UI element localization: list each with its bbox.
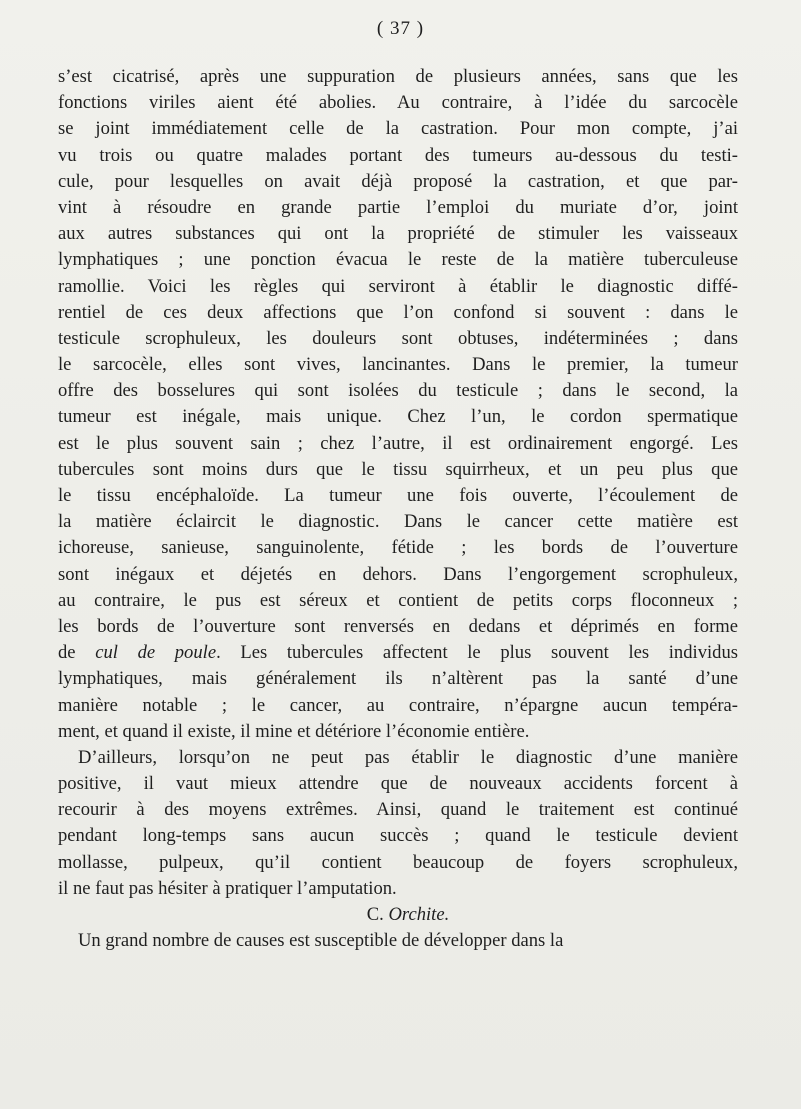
text-line: tubercules sont moins durs que le tissu squirrheux, et un peu plus que (58, 458, 738, 480)
text-line: vint à résoudre en grande partie l’emploi du muriate d’or, joint (58, 196, 738, 218)
text-line: vu trois ou quatre malades portant des tumeurs au-dessous du testi- (58, 144, 738, 166)
text-line: le tissu encéphaloïde. La tumeur une fois ouverte, l’écoulement de (58, 485, 738, 506)
italic-term: cul de poule (95, 642, 217, 664)
text-line: Un grand nombre de causes est susceptible de développer dans la (78, 930, 564, 952)
text-line: au contraire, le pus est séreux et contient de petits corps floconneux ; (58, 589, 738, 611)
text-line: se joint immédiatement celle de la castration. Pour mon compte, j’ai (58, 118, 738, 140)
text-line: offre des bosselures qui sont isolées du testicule ; dans le second, la (58, 380, 738, 402)
text-line: tumeur est inégale, mais unique. Chez l’un, le cordon spermatique (58, 406, 738, 428)
text-line: lymphatiques ; une ponction évacua le reste de la matière tuberculeuse (58, 249, 738, 271)
text-line: aux autres substances qui ont la propriété de stimuler les vaisseaux (58, 223, 738, 245)
text-line: sont inégaux et déjetés en dehors. Dans l’engorgement scrophuleux, (58, 563, 738, 585)
text-fragment: . Les tubercules affectent le plus souvent les individus (216, 642, 738, 664)
text-line-with-italic (58, 640, 738, 666)
text-line: est le plus souvent sain ; chez l’autre, il est ordinairement engorgé. Les (58, 432, 738, 454)
text-line: manière notable ; le cancer, au contraire, n’épargne aucun tempéra- (58, 694, 738, 716)
text-fragment: de (58, 642, 96, 664)
text-line: D’ailleurs, lorsqu’on ne peut pas établir le diagnostic d’une manière (78, 746, 738, 768)
text-line: le sarcocèle, elles sont vives, lancinantes. Dans le premier, la tumeur (58, 354, 738, 376)
text-line: ichoreuse, sanieuse, sanguinolente, fétide ; les bords de l’ouverture (58, 537, 738, 559)
text-line: ment, et quand il existe, il mine et détériore l’économie entière. (58, 720, 530, 742)
section-heading (58, 902, 738, 928)
text-line: rentiel de ces deux affections que l’on confond si souvent : dans le (58, 301, 738, 323)
text-line: cule, pour lesquelles on avait déjà proposé la castration, et que par- (58, 170, 738, 192)
body-text (58, 64, 738, 954)
text-line: s’est cicatrisé, après une suppuration de plusieurs années, sans que les (58, 66, 738, 87)
text-line: testicule scrophuleux, les douleurs sont obtuses, indéterminées ; dans (58, 327, 738, 349)
section-letter: C. (366, 904, 389, 925)
text-line: mollasse, pulpeux, qu’il contient beaucoup de foyers scrophuleux, (58, 851, 738, 873)
text-line: positive, il vaut mieux attendre que de nouveaux accidents forcent à (58, 773, 738, 795)
text-line: recourir à des moyens extrêmes. Ainsi, quand le traitement est continué (58, 799, 738, 821)
text-line: ramollie. Voici les règles qui serviront à établir le diagnostic diffé- (58, 275, 738, 297)
text-line: lymphatiques, mais généralement ils n’altèrent pas la santé d’une (58, 668, 738, 690)
section-title: Orchite. (388, 904, 450, 925)
text-line: fonctions viriles aient été abolies. Au contraire, à l’idée du sarcocèle (58, 92, 738, 114)
text-line: les bords de l’ouverture sont renversés en dedans et déprimés en forme (58, 615, 738, 637)
text-line: il ne faut pas hésiter à pratiquer l’amputation. (58, 877, 397, 899)
text-line: pendant long-temps sans aucun succès ; quand le testicule devient (58, 825, 738, 847)
text-line: la matière éclaircit le diagnostic. Dans le cancer cette matière est (58, 511, 738, 533)
page-number: ( 37 ) (376, 18, 425, 39)
